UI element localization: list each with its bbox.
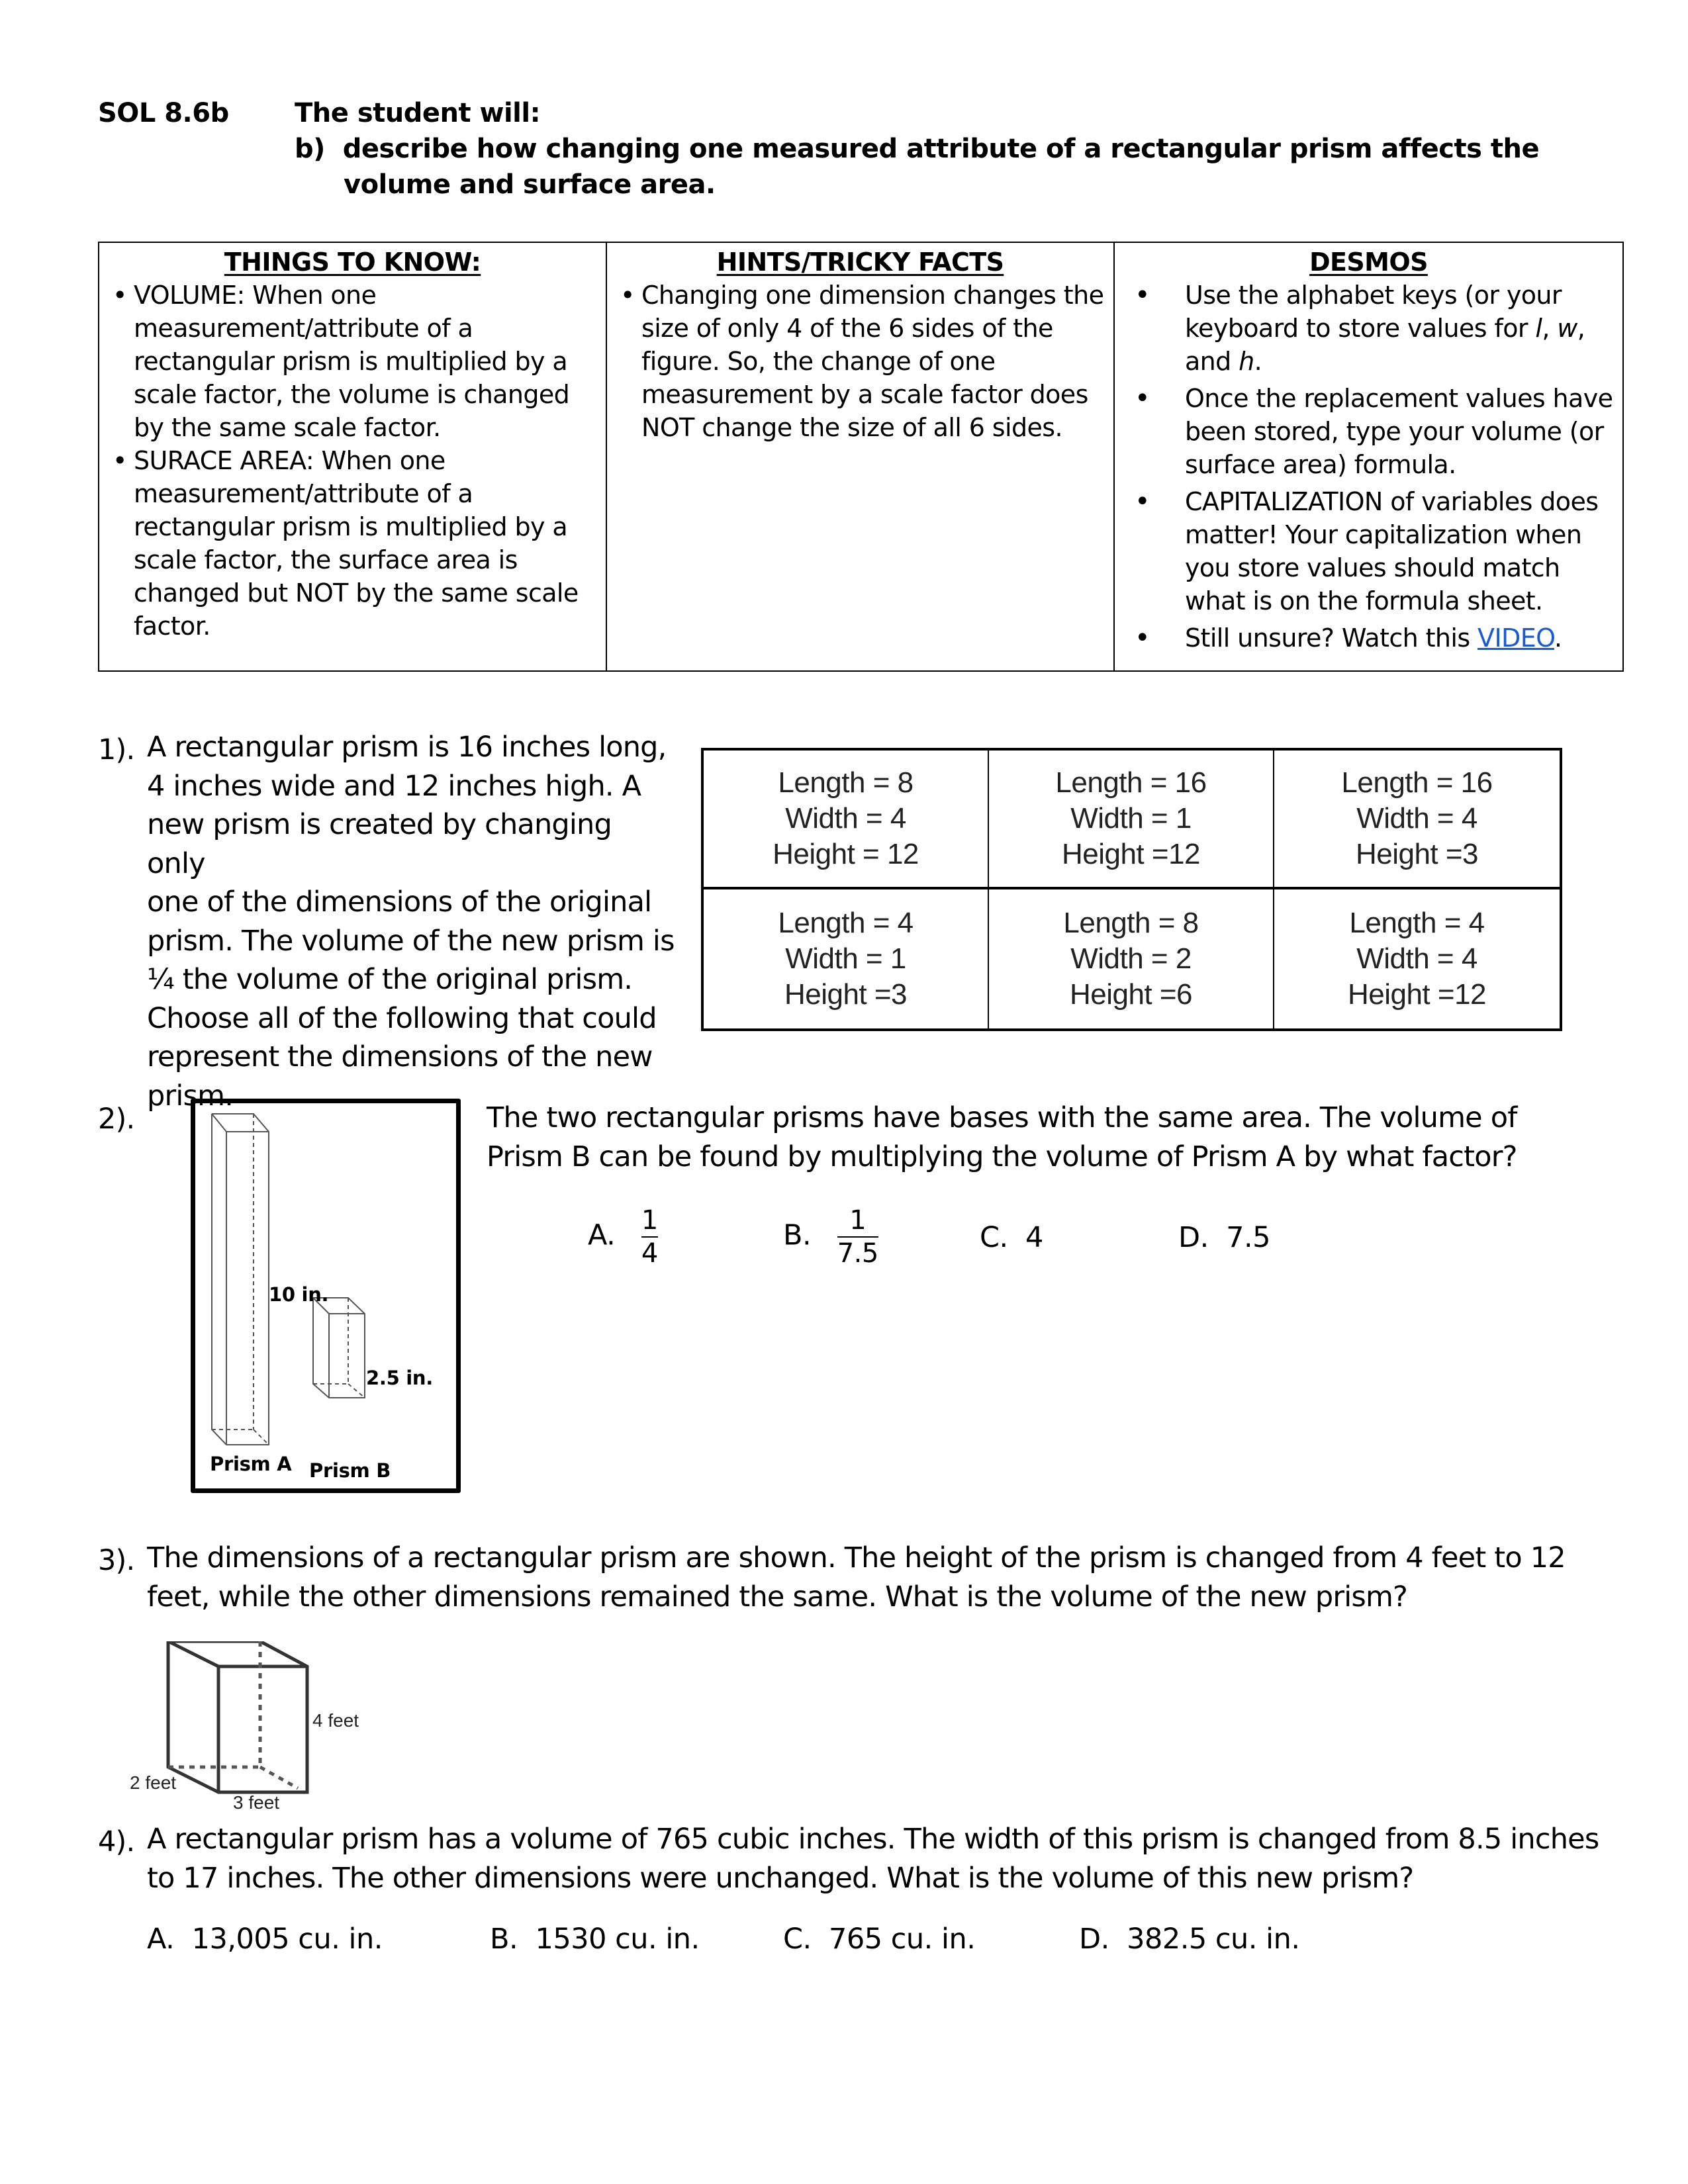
desmos-list [1124,279,1613,655]
length-value: Length = 4 [778,907,914,939]
q2-line: The two rectangular prisms have bases with the same area. The volume of [487,1101,1517,1134]
fraction-bar [837,1236,878,1238]
choice-letter: D. [1178,1221,1209,1254]
q1-line: one of the dimensions of the original [147,886,652,919]
q1-line: represent the dimensions of the new [147,1040,653,1073]
video-link[interactable]: VIDEO [1477,623,1554,653]
choice-letter: C. [980,1221,1008,1254]
q2-line: Prism B can be found by multiplying the volume of Prism A by what factor? [487,1140,1517,1173]
q4-choice-d[interactable] [1079,1923,1300,1956]
separator: , [1542,314,1558,343]
desmos-title: DESMOS [1309,248,1428,277]
q2-choice-d[interactable] [1178,1221,1270,1254]
q4-line: A rectangular prism has a volume of 765 cubic inches. The width of this prism is changed from 8.5 inches [147,1823,1599,1856]
objective-marker: b) [295,134,325,164]
choice-letter: D. [1079,1923,1109,1956]
width-value: Width = 1 [785,942,906,975]
q3-line: The dimensions of a rectangular prism are shown. The height of the prism is changed from 4 feet to 12 [147,1541,1566,1574]
sol-code: SOL 8.6b [98,98,229,128]
width-value: Width = 1 [1070,802,1192,835]
q1-line: ¼ the volume of the original prism. [147,963,633,996]
list-item: • VOLUME: When one measurement/attribute of a rectangular prism is multiplied by a scale factor, the volume is changed by the same scale factor. [109,279,596,444]
q1-option-cell[interactable] [704,751,989,889]
fraction [641,1206,658,1268]
q1-text [147,728,677,1115]
objective-line-1 [295,134,1539,164]
denominator: 7.5 [837,1238,878,1269]
choice-value: 13,005 cu. in. [191,1923,383,1956]
q1-option-cell[interactable] [1274,889,1560,1028]
list-item [1124,279,1613,378]
things-to-know-column [99,243,607,670]
choice-value: 4 [1025,1221,1043,1254]
q3-line: feet, while the other dimensions remained the same. What is the volume of the new prism? [147,1580,1408,1614]
height-label: 4 feet [312,1710,359,1731]
list-item [1124,621,1613,655]
fraction [837,1206,878,1268]
period: . [1554,623,1562,653]
length-value: Length = 8 [778,766,914,799]
desmos-column [1115,243,1622,670]
q1-options-grid [701,748,1562,1031]
q4-number: 4). [98,1825,135,1858]
prism-a-height-label: 10 in. [269,1283,329,1306]
q1-line: new prism is created by changing only [147,808,612,880]
q4-choice-a[interactable] [147,1923,383,1956]
choice-letter: B. [783,1218,812,1252]
q4-choice-c[interactable] [783,1923,975,1956]
choice-letter: A. [588,1218,616,1252]
hints-title: HINTS/TRICKY FACTS [716,248,1004,277]
prism-a-label: Prism A [210,1453,292,1475]
list-item: • Once the replacement values have been stored, type your volume (or surface area) formula. [1124,382,1613,481]
denominator: 4 [641,1238,658,1269]
q1-number: 1). [98,733,135,766]
q2-number: 2). [98,1103,135,1136]
q1-option-cell[interactable] [989,889,1274,1028]
width-label: 3 feet [233,1792,280,1813]
height-value: Height =12 [1061,838,1201,870]
height-value: Height =12 [1347,978,1487,1011]
objective-text-1: describe how changing one measured attribute of a rectangular prism affects the [342,134,1540,164]
desmos-tip-text: Still unsure? Watch this [1185,623,1478,653]
choice-letter: A. [147,1923,175,1956]
separator: , and [1185,314,1585,376]
width-value: Width = 4 [1356,942,1477,975]
q1-line: A rectangular prism is 16 inches long, [147,731,667,764]
q1-option-cell[interactable] [989,751,1274,889]
width-value: Width = 2 [1070,942,1192,975]
things-to-know-title: THINGS TO KNOW: [224,248,481,277]
numerator: 1 [849,1205,867,1236]
desmos-tip-text: Use the alphabet keys (or your keyboard to store values for [1185,281,1562,343]
q1-line: 4 inches wide and 12 inches high. A [147,769,641,803]
list-item: • SURACE AREA: When one measurement/attribute of a rectangular prism is multiplied by a scale factor, the surface area is changed but NOT by the same scale factor. [109,444,596,643]
choice-value: 765 cu. in. [829,1923,976,1956]
q2-choice-c[interactable] [980,1221,1043,1254]
q2-choice-a[interactable] [588,1206,658,1268]
q2-prism-figure [191,1099,461,1493]
fraction-bar [641,1236,658,1238]
depth-label: 2 feet [130,1772,177,1793]
intro-text: The student will: [295,98,541,128]
q1-line: prism. [147,1079,234,1113]
variable-l: l [1535,314,1542,343]
length-value: Length = 16 [1055,766,1207,799]
list-item: • Changing one dimension changes the size of only 4 of the 6 sides of the figure. So, the change of one measurement by a scale factor does NOT change the size of all 6 sides. [616,279,1104,444]
height-value: Height =3 [1355,838,1479,870]
things-to-know-list [109,279,596,643]
width-value: Width = 4 [785,802,906,835]
numerator: 1 [641,1205,658,1236]
prism-b-label: Prism B [309,1459,391,1482]
choice-value: 1530 cu. in. [535,1923,700,1956]
q1-line: Choose all of the following that could [147,1001,657,1035]
choice-value: 7.5 [1226,1221,1271,1254]
q1-option-cell[interactable] [704,889,989,1028]
q4-text [147,1820,1636,1897]
height-value: Height = 12 [773,838,919,870]
length-value: Length = 16 [1341,766,1493,799]
height-value: Height =6 [1069,978,1193,1011]
height-value: Height =3 [784,978,908,1011]
hints-column [607,243,1115,670]
prism-b-height-label: 2.5 in. [366,1367,433,1389]
variable-w: w [1557,314,1577,343]
q2-choice-b[interactable] [783,1206,878,1268]
length-value: Length = 8 [1063,907,1199,939]
q4-choice-b[interactable] [490,1923,700,1956]
q3-number: 3). [98,1544,135,1577]
q2-text [487,1099,1579,1176]
q3-text [147,1539,1636,1616]
length-value: Length = 4 [1349,907,1485,939]
list-item: • CAPITALIZATION of variables does matter! Your capitalization when you store values should match what is on the formula sheet. [1124,485,1613,617]
info-table [98,242,1624,672]
hints-list [616,279,1104,444]
width-value: Width = 4 [1356,802,1477,835]
choice-letter: B. [490,1923,518,1956]
variable-h: h [1239,347,1254,376]
objective-line-2: volume and surface area. [344,169,716,200]
q1-line: prism. The volume of the new prism is [147,924,675,958]
q1-option-cell[interactable] [1274,751,1560,889]
period: . [1254,347,1262,376]
choice-value: 382.5 cu. in. [1127,1923,1300,1956]
q4-line: to 17 inches. The other dimensions were unchanged. What is the volume of this new prism? [147,1861,1414,1895]
choice-letter: C. [783,1923,812,1956]
